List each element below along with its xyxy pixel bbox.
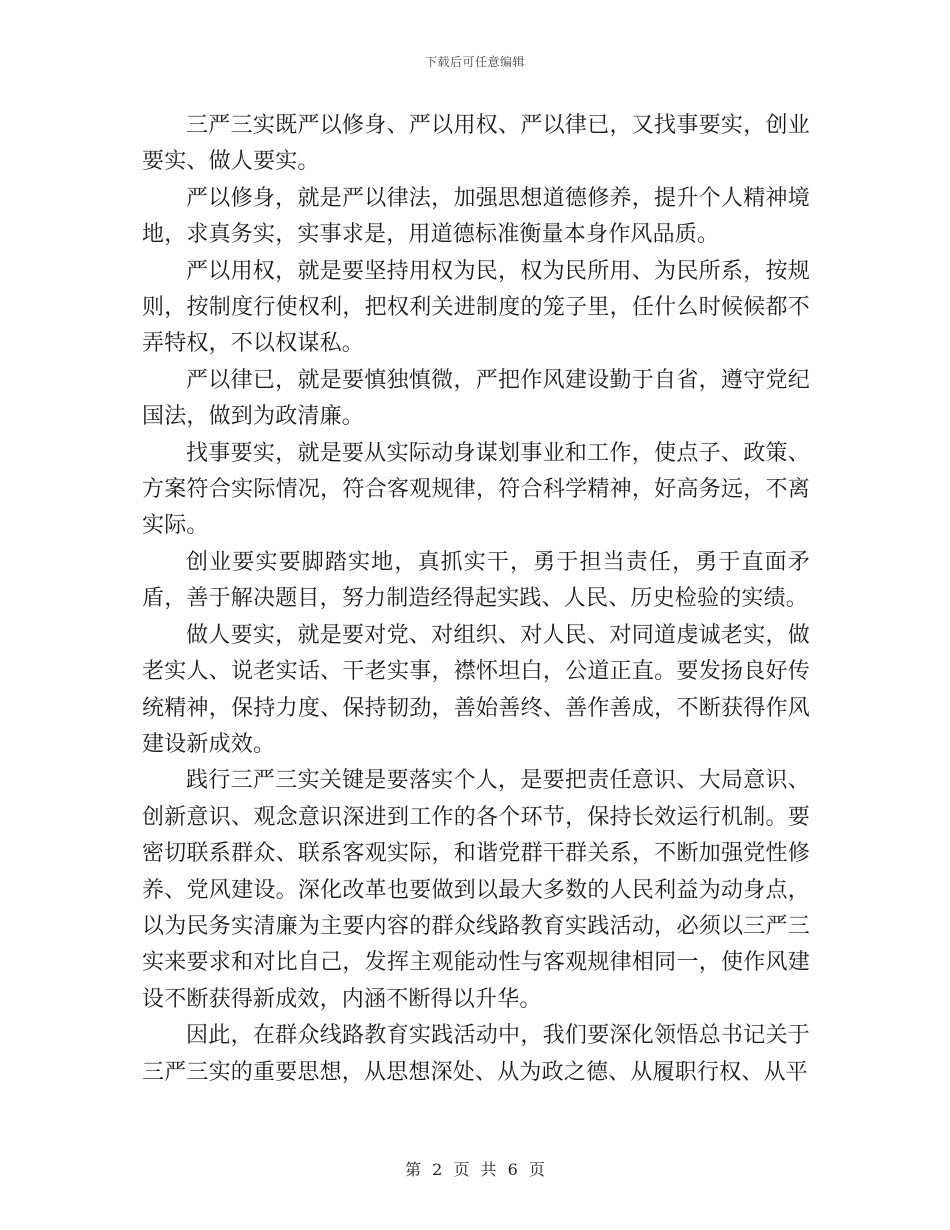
paragraph: 严以修身，就是严以律法，加强思想道德修养，提升个人精神境地，求真务实，实事求是，用道德标准衡量本身作风品质。 <box>142 185 810 248</box>
paragraph: 做人要实，就是要对党、对组织、对人民、对同道虔诚老实，做老实人、说老实话、干老实事，襟怀坦白，公道正直。要发扬良好传统精神，保持力度、保持韧劲，善始善终、善作善成，不断获得作风建设新成效。 <box>142 622 810 757</box>
paragraph: 严以律已，就是要慎独慎微，严把作风建设勤于自省，遵守党纪国法，做到为政清廉。 <box>142 367 810 430</box>
paragraph: 找事要实，就是要从实际动身谋划事业和工作，使点子、政策、方案符合实际情况，符合客观规律，符合科学精神，好高务远，不离实际。 <box>142 440 810 539</box>
page-number-footer: 第 2 页 共 6 页 <box>405 1160 545 1179</box>
paragraph: 创业要实要脚踏实地，真抓实干，勇于担当责任，勇于直面矛盾，善于解决题目，努力制造经得起实践、人民、历史检验的实绩。 <box>142 549 810 612</box>
page-header: 下载后可任意编辑 <box>424 55 525 69</box>
paragraph: 因此，在群众线路教育实践活动中，我们要深化领悟总书记关于三严三实的重要思想，从思想深处、从为政之德、从履职行权、从平 <box>142 1023 810 1085</box>
paragraph: 三严三实既严以修身、严以用权、严以律已，又找事要实，创业要实、做人要实。 <box>142 113 810 175</box>
paragraph: 严以用权，就是要坚持用权为民，权为民所用、为民所系，按规则，按制度行使权利，把权利关进制度的笼子里，任什么时候候都不弄特权，不以权谋私。 <box>142 258 810 357</box>
document-body <box>142 108 810 1091</box>
paragraph: 践行三严三实关键是要落实个人，是要把责任意识、大局意识、创新意识、观念意识深进到工作的各个环节，保持长效运行机制。要密切联系群众、联系客观实际，和谐党群干群关系，不断加强党性修养、党风建设。深化改革也要做到以最大多数的人民利益为动身点，以为民务实清廉为主要内容的群众线路教育实践活动，必须以三严三实来要求和对比自己，发挥主观能动性与客观规律相同一，使作风建设不断获得新成效，内涵不断得以升华。 <box>142 768 810 1012</box>
